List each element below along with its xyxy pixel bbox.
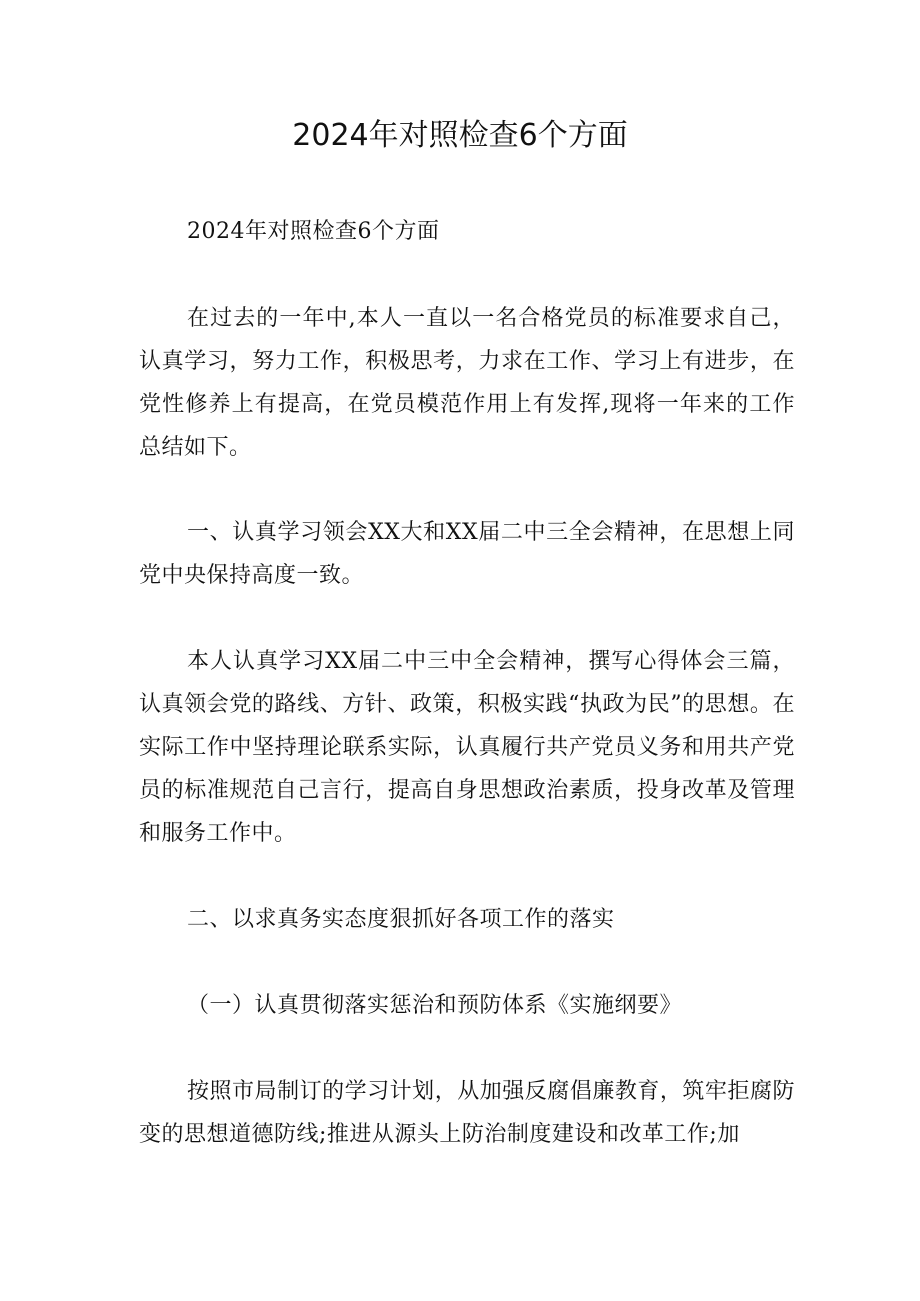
section-heading-1: 一、认真学习领会XX大和XX届二中三全会精神，在思想上同党中央保持高度一致。 <box>139 520 795 588</box>
document-title: 2024年对照检查6个方面 <box>292 118 628 153</box>
section-heading-2: 二、以求真务实态度狠抓好各项工作的落实 <box>187 907 615 932</box>
section-1-paragraph: 本人认真学习XX届二中三中全会精神，撰写心得体会三篇，认真领会党的路线、方针、政策，积极实践“执政为民”的思想。在实际工作中坚持理论联系实际，认真履行共产党员义务和用共产党员的标准规范自己言行，提高自身思想政治素质，投身改革及管理和服务工作中。 <box>139 649 795 846</box>
subsection-heading-1: （一）认真贯彻落实惩治和预防体系《实施纲要》 <box>187 993 683 1018</box>
subsection-1-paragraph: 按照市局制订的学习计划，从加强反腐倡廉教育，筑牢拒腐防变的思想道德防线;推进从源头上防治制度建设和改革工作;加 <box>139 1079 795 1147</box>
intro-paragraph: 在过去的一年中,本人一直以一名合格党员的标准要求自己，认真学习，努力工作，积极思考，力求在工作、学习上有进步，在党性修养上有提高，在党员模范作用上有发挥,现将一年来的工作总结如下。 <box>139 306 795 460</box>
subtitle-paragraph: 2024年对照检查6个方面 <box>187 219 440 244</box>
